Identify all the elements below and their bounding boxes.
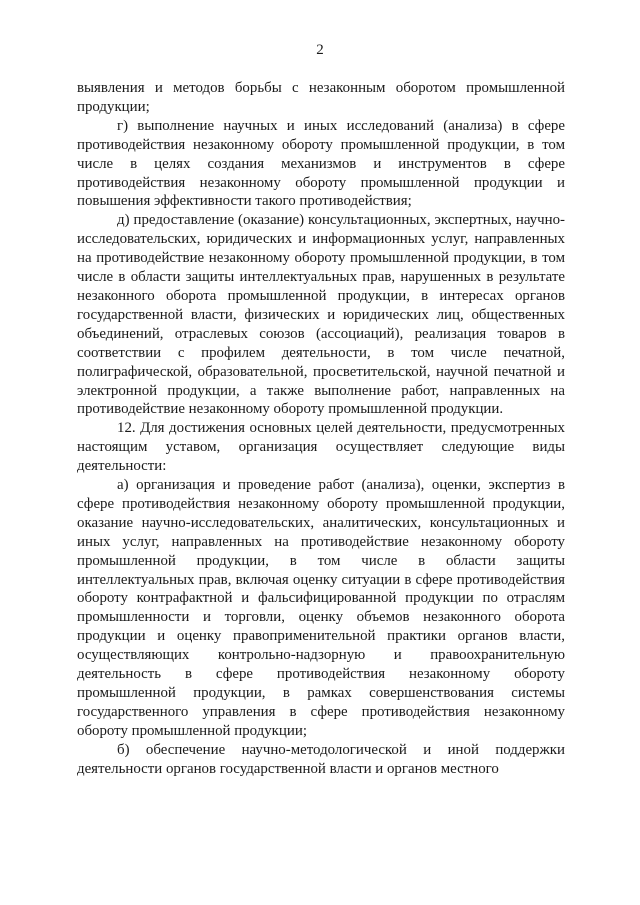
paragraph-clause-12: 12. Для достижения основных целей деятельности, предусмотренных настоящим уставом, организация осуществляет следующие виды деятельности: (77, 420, 565, 475)
page-number: 2 (316, 42, 324, 58)
paragraph-item-b: б) обеспечение научно-методологической и иной поддержки деятельности органов государственной власти и органов местного (77, 741, 565, 777)
paragraph-continuation: выявления и методов борьбы с незаконным оборотом промышленной продукции; (77, 80, 565, 115)
paragraph-item-g: г) выполнение научных и иных исследований (анализа) в сфере противодействия незаконному обороту промышленной продукции, в том числе в целях создания механизмов и инструментов в сфере противодействия незаконному обороту промышленной продукции и повышения эффективности такого противодействия; (77, 117, 565, 210)
paragraph-item-a: а) организация и проведение работ (анализа), оценки, экспертиз в сфере противодействия незаконному обороту промышленной продукции, оказание научно-исследовательских, аналитических, консультационных и иных услуг, направленных на противодействие незаконному обороту промышленной продукции, в том числе в области защиты интеллектуальных прав, включая оценку ситуации в сфере противодействия обороту контрафактной и фальсифицированной продукции по отраслям промышленности и торговли, оценку объемов незаконного оборота продукции и оценку правоприменительной практики органов власти, осуществляющих контрольно-надзорную и правоохранительную деятельность в сфере противодействия незаконному обороту промышленной продукции, в рамках совершенствования системы государственного управления в сфере противодействия незаконному обороту промышленной продукции; (77, 477, 565, 739)
paragraph-item-d: д) предоставление (оказание) консультационных, экспертных, научно-исследовательских, юридических и информационных услуг, направленных на противодействие незаконному обороту промышленной продукции, в том числе в области защиты интеллектуальных прав, нарушенных в результате незаконного оборота промышленной продукции, в интересах органов государственной власти, физических и юридических лиц, общественных объединений, отраслевых союзов (ассоциаций), реализация товаров в соответствии с профилем деятельности, в том числе печатной, полиграфической, образовательной, просветительской, научной печатной и электронной продукции, а также выполнение работ, направленных на противодействие незаконному обороту промышленной продукции. (77, 212, 565, 418)
document-body (77, 79, 565, 779)
